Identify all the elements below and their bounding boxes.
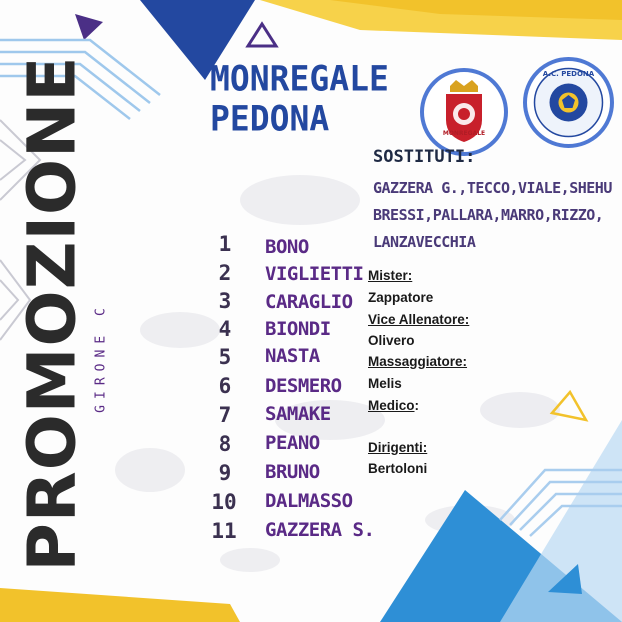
substitutes-heading: SOSTITUTI:	[373, 147, 476, 167]
player-name: BIONDI	[265, 318, 331, 340]
player-number: 1	[218, 232, 232, 256]
massaggiatore-label: Massaggiatore:	[368, 354, 468, 369]
player-name: BONO	[265, 236, 309, 258]
dirigenti-label: Dirigenti:	[368, 440, 428, 455]
player-number: 5	[218, 345, 232, 369]
player-number: 10	[211, 490, 237, 514]
monregale-crest-text: MONREGALE	[442, 130, 486, 137]
player-name: GAZZERA S.	[265, 519, 375, 541]
player-number: 3	[218, 289, 232, 313]
player-name: BRUNO	[265, 461, 320, 483]
player-number: 8	[218, 432, 232, 456]
pedona-crest-text: A.C. PEDONA	[542, 70, 595, 78]
player-name: NASTA	[265, 345, 320, 367]
player-number: 4	[218, 317, 232, 341]
player-name: SAMAKE	[265, 403, 331, 425]
player-name: PEANO	[265, 432, 320, 454]
monregale-crest	[420, 68, 508, 156]
vice-value: Olivero	[368, 333, 415, 348]
massaggiatore-value: Melis	[368, 376, 402, 391]
player-number: 9	[218, 461, 232, 485]
dirigenti-value: Bertoloni	[368, 461, 428, 476]
medico-colon: :	[414, 398, 420, 413]
player-name: VIGLIETTI	[265, 263, 364, 285]
pedona-crest	[523, 57, 614, 148]
team-name-line2: PEDONA	[210, 98, 330, 139]
competition-title: PROMOZIONE	[13, 55, 91, 572]
medico-label: Medico	[368, 398, 415, 413]
vice-label: Vice Allenatore:	[368, 312, 470, 327]
mister-value: Zappatore	[368, 290, 434, 305]
medico-row	[368, 398, 419, 413]
substitutes-line: LANZAVECCHIA	[373, 233, 476, 251]
mister-label: Mister:	[368, 268, 413, 283]
competition-group: GIRONE C	[93, 302, 109, 413]
player-number: 2	[218, 261, 232, 285]
player-number: 11	[211, 519, 237, 543]
player-name: DESMERO	[265, 375, 342, 397]
shield-icon	[424, 72, 504, 152]
player-number: 7	[218, 403, 232, 427]
player-name: DALMASSO	[265, 490, 353, 512]
team-name-line1: MONREGALE	[210, 58, 389, 99]
player-name: CARAGLIO	[265, 291, 353, 313]
player-number: 6	[218, 374, 232, 398]
substitutes-line: GAZZERA G.,TECCO,VIALE,SHEHU	[373, 179, 612, 197]
substitutes-line: BRESSI,PALLARA,MARRO,RIZZO,	[373, 206, 604, 224]
